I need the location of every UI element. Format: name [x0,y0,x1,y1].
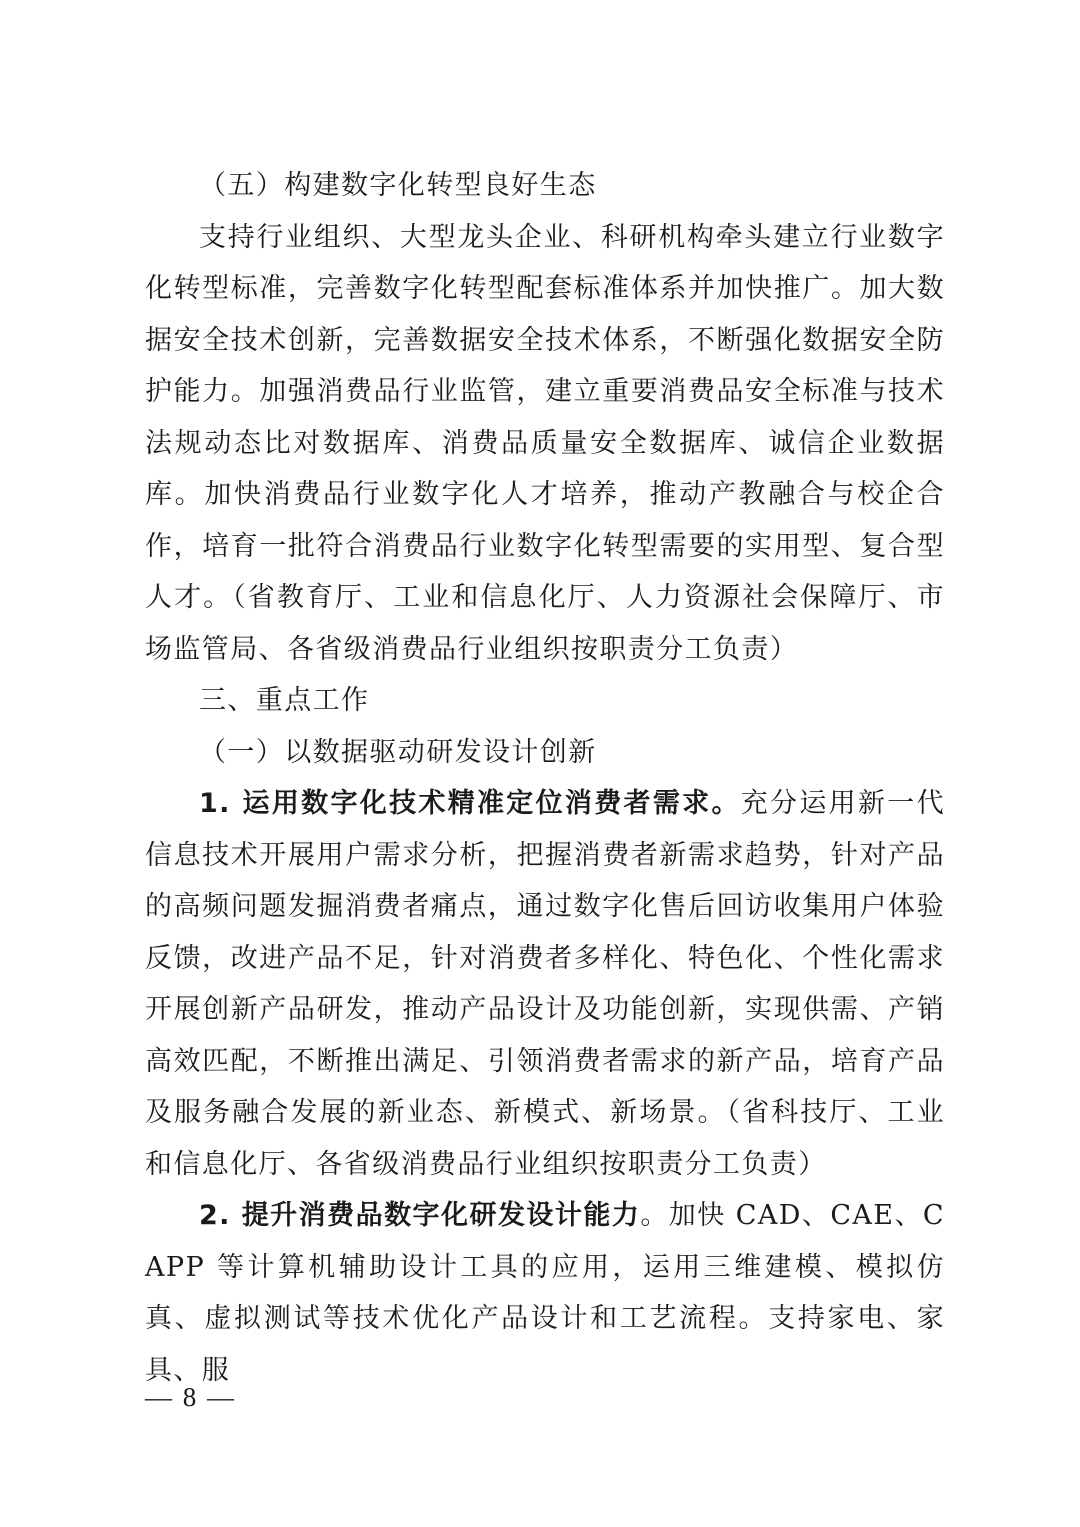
item-2-body: 。加快 CAD、CAE、CAPP 等计算机辅助设计工具的应用，运用三维建模、模拟仿真、虚拟测试等技术优化产品设计和工艺流程。支持家电、家具、服 [145,1200,945,1386]
item-1-paragraph [145,778,945,1190]
section-heading-5: （五）构建数字化转型良好生态 [199,170,597,201]
part-3-heading: 三、重点工作 [199,685,370,716]
page-number: — 8 — [145,1382,236,1412]
item-1-body: 充分运用新一代信息技术开展用户需求分析，把握消费者新需求趋势，针对产品的高频问题发掘消费者痛点，通过数字化售后回访收集用户体验反馈，改进产品不足，针对消费者多样化、特色化、个性化需求开展创新产品研发，推动产品设计及功能创新，实现供需、产销高效匹配，不断推出满足、引领消费者需求的新产品，培育产品及服务融合发展的新业态、新模式、新场景。（省科技厅、工业和信息化厅、各省级消费品行业组织按职责分工负责） [145,788,945,1180]
section-5-body: 支持行业组织、大型龙头企业、科研机构牵头建立行业数字化转型标准，完善数字化转型配套标准体系并加快推广。加大数据安全技术创新，完善数据安全技术体系，不断强化数据安全防护能力。加强消费品行业监管，建立重要消费品安全标准与技术法规动态比对数据库、消费品质量安全数据库、诚信企业数据库。加快消费品行业数字化人才培养，推动产教融合与校企合作，培育一批符合消费品行业数字化转型需要的实用型、复合型人才。（省教育厅、工业和信息化厅、人力资源社会保障厅、市场监管局、各省级消费品行业组织按职责分工负责） [145,221,945,665]
item-1-title: 1. 运用数字化技术精准定位消费者需求。 [199,788,741,819]
subsection-heading-1: （一）以数据驱动研发设计创新 [199,736,597,768]
item-2-title: 2. 提升消费品数字化研发设计能力 [199,1200,641,1231]
item-2-paragraph [145,1190,945,1396]
page-content [145,160,945,1396]
